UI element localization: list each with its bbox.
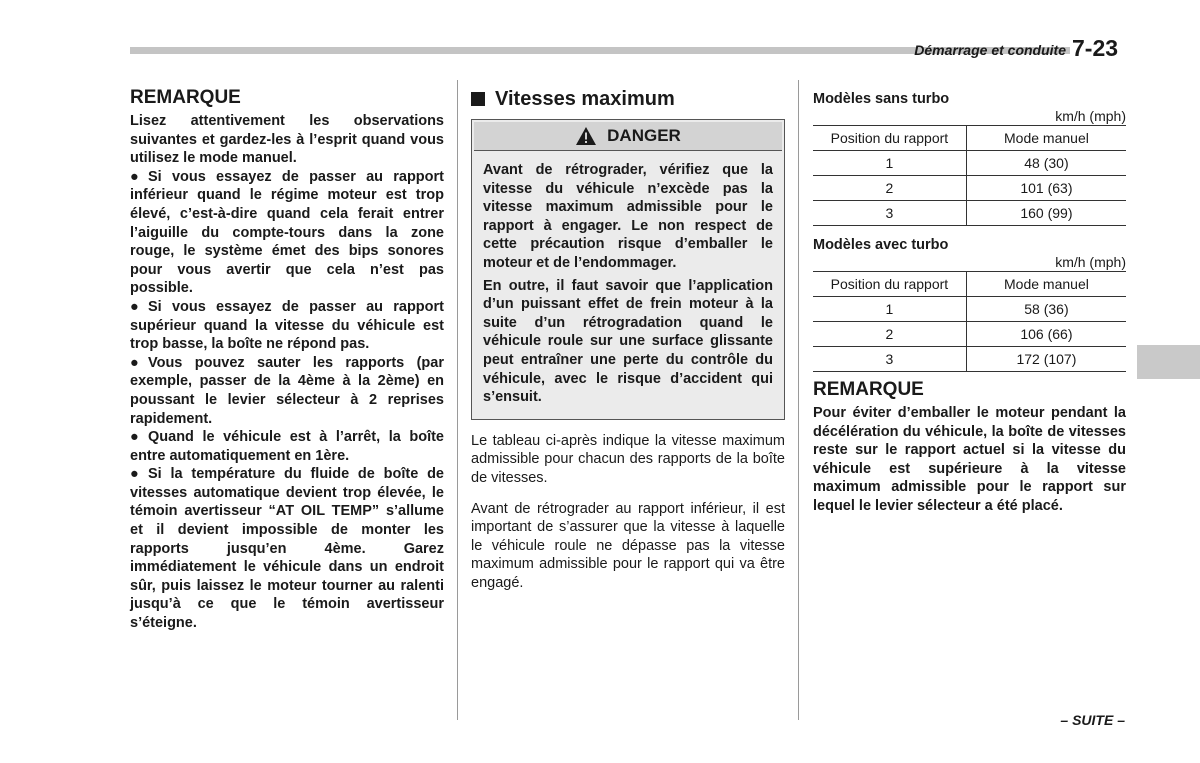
bullet-icon: ● [130, 466, 139, 483]
table-row [813, 201, 1126, 226]
danger-paragraph-1: Avant de rétrograder, vérifiez que la vitesse du véhicule n’excède pas la vitesse maximum admissible pour le rapport à engager. Le non respect de cette précaution risque d’emballer le moteur et de l’endommager. [483, 162, 773, 271]
table-cell: 1 [813, 151, 966, 176]
column-divider-1 [457, 80, 458, 720]
table-cell: 160 (99) [966, 201, 1126, 226]
bullet-icon: ● [130, 354, 139, 371]
left-column [130, 80, 444, 633]
table-cell: 48 (30) [966, 151, 1126, 176]
table-header-cell: Position du rapport [813, 126, 966, 151]
bullet-item: ● Si la température du fluide de boîte de vitesses automatique devient trop élevée, le témoin avertisseur “AT OIL TEMP” s’allume et il devient impossible de monter les rapports jusqu’en 4ème. Garez immédiatement le véhicule dans un endroit sûr, puis laissez le moteur tourner au ralenti jusqu’à ce que le témoin avertisseur s’éteigne. [130, 466, 444, 632]
remarque-text: Pour éviter d’emballer le moteur pendant la décélération du véhicule, la boîte de vitesses reste sur le rapport actuel si la vitesse du véhicule est supérieure à la vitesse maximum admissible pour le rapport sur lequel le levier sélecteur a été placé. [813, 405, 1126, 514]
danger-label: DANGER [607, 126, 681, 145]
bullet-icon: ● [130, 168, 139, 185]
remarque-heading: REMARQUE [130, 87, 241, 108]
bullet-icon: ● [130, 429, 139, 446]
table-row [813, 347, 1126, 372]
section-heading [471, 87, 785, 111]
bullet-icon: ● [130, 298, 139, 315]
table-cell: 3 [813, 201, 966, 226]
bullet-item: ● Si vous essayez de passer au rapport supérieur quand la vitesse du véhicule est trop basse, la boîte ne répond pas. [130, 298, 444, 353]
table-title-avec-turbo: Modèles avec turbo [813, 237, 949, 253]
danger-box [471, 119, 785, 420]
bullet-item: ● Si vous essayez de passer au rapport inférieur quand le régime moteur est trop élevé, c’est-à-dire quand cela ferait entrer l’aiguille du compte-tours dans la zone rouge, le système émet des bips sonores pour vous avertir que cela n’est pas possible. [130, 168, 444, 297]
table-row [813, 322, 1126, 347]
danger-paragraph-2: En outre, il faut savoir que l’application d’un puissant effet de frein moteur à la suite d’un rétrogradation quand le véhicule roule sur une surface glissante peut entraîner une perte du contrôle du véhicule, avec le risque d’accident qui s’ensuit. [483, 277, 773, 406]
table-row [813, 176, 1126, 201]
table-cell: 2 [813, 176, 966, 201]
remarque-heading: REMARQUE [813, 379, 924, 400]
table-header-cell: Position du rapport [813, 272, 966, 297]
body-paragraph-2: Avant de rétrograder au rapport inférieur, il est important de s’assurer que la vitesse à laquelle le véhicule roule ne dépasse pas la vitesse maximum admissible pour le rapport qui va être engagé. [471, 500, 785, 591]
speed-table-avec-turbo [813, 271, 1126, 372]
table-cell: 172 (107) [966, 347, 1126, 372]
speed-table-sans-turbo [813, 125, 1126, 226]
table-row [813, 297, 1126, 322]
table-cell: 58 (36) [966, 297, 1126, 322]
table-header-cell: Mode manuel [966, 126, 1126, 151]
table-unit: km/h (mph) [1055, 254, 1126, 270]
section-title: Vitesses maximum [495, 88, 675, 110]
page-number: 7-23 [1072, 35, 1119, 61]
column-divider-2 [798, 80, 799, 720]
table-cell: 106 (66) [966, 322, 1126, 347]
table-header-row [813, 126, 1126, 151]
table-cell: 3 [813, 347, 966, 372]
bullet-item: ● Quand le véhicule est à l’arrêt, la boîte entre automatiquement en 1ère. [130, 429, 444, 464]
table-cell: 2 [813, 322, 966, 347]
middle-column [471, 80, 785, 592]
remarque-intro: Lisez attentivement les observations suivantes et gardez-les à l’esprit quand vous utilisez le mode manuel. [130, 113, 444, 167]
header-section-title: Démarrage et conduite [914, 42, 1066, 58]
warning-triangle-icon [575, 126, 597, 146]
body-paragraph-1: Le tableau ci-après indique la vitesse maximum admissible pour chacun des rapports de la boîte de vitesses. [471, 432, 785, 486]
table-header-row [813, 272, 1126, 297]
chapter-side-tab [1137, 345, 1200, 379]
danger-body [472, 153, 784, 419]
square-bullet-icon [471, 92, 485, 106]
bullet-item: ● Vous pouvez sauter les rapports (par exemple, passer de la 4ème à la 2ème) en poussant le levier sélecteur à 2 reprises rapidement. [130, 354, 444, 427]
table-title-sans-turbo: Modèles sans turbo [813, 91, 950, 107]
table-cell: 101 (63) [966, 176, 1126, 201]
danger-header [474, 122, 782, 151]
table-row [813, 151, 1126, 176]
table-cell: 1 [813, 297, 966, 322]
footer-suite: – SUITE – [1060, 712, 1125, 728]
table-header-cell: Mode manuel [966, 272, 1126, 297]
table-unit: km/h (mph) [1055, 108, 1126, 124]
right-column [813, 80, 1126, 516]
